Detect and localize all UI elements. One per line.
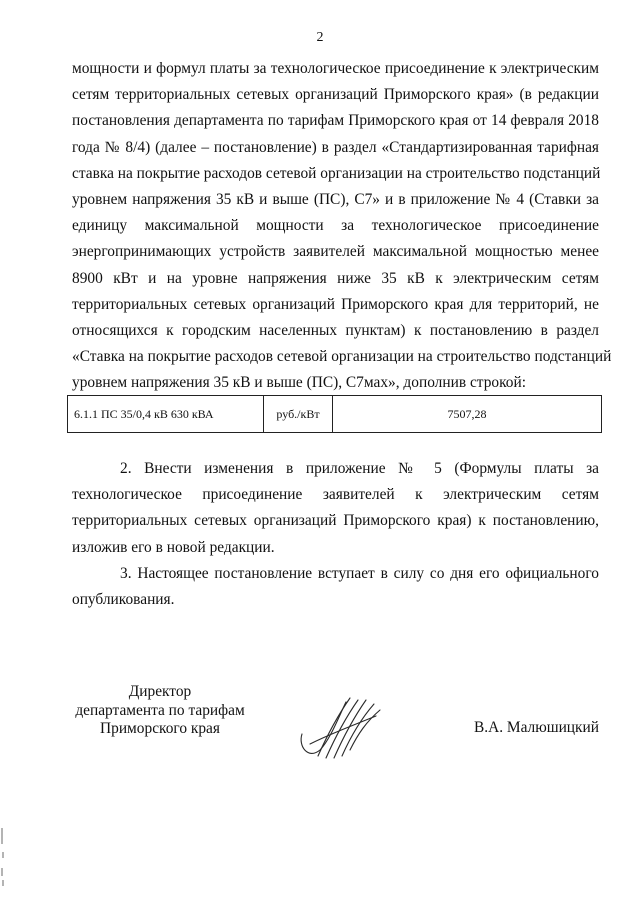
signatory-title-line: Директор xyxy=(128,683,192,700)
signatory-title-line: департамента по тарифам xyxy=(75,701,245,719)
paragraph-line: уровнем напряжения 35 кВ и выше (ПС), С7» и в приложение № 4 (Ставки за xyxy=(72,191,599,209)
paragraph-line: постановления департамента по тарифам Приморского края от 14 февраля 2018 xyxy=(72,112,599,130)
paragraph-line: территориальных сетевых организаций Приморского края для территорий, не xyxy=(72,295,599,313)
paragraph-line: относящихся к городским населенных пунктам) к постановлению в раздел xyxy=(72,322,599,340)
tariff-table xyxy=(67,395,602,433)
paragraph-item-2 xyxy=(72,456,599,561)
handwritten-signature xyxy=(296,694,382,764)
paragraph-line: «Ставка на покрытие расходов сетевой организации на строительство подстанций xyxy=(72,348,612,366)
table-row xyxy=(68,396,602,433)
paragraph-line: мощности и формул платы за технологическое присоединение к электрическим xyxy=(72,60,599,77)
paragraph-line: технологическое присоединение заявителей к электрическим сетям xyxy=(72,486,599,504)
margin-mark xyxy=(1,828,5,886)
paragraph-line: ставка на покрытие расходов сетевой организации на строительство подстанций xyxy=(72,164,601,182)
table-cell-name: 6.1.1 ПС 35/0,4 кВ 630 кВА xyxy=(68,396,264,433)
paragraph-line: единицу максимальной мощности за технологическое присоединение xyxy=(72,217,599,235)
paragraph-line: 3. Настоящее постановление вступает в силу со дня его официального xyxy=(120,565,599,582)
paragraph-line: опубликования. xyxy=(72,591,175,609)
paragraph-item-3 xyxy=(72,561,599,613)
paragraph-line: года № 8/4) (далее – постановление) в раздел «Стандартизированная тарифная xyxy=(72,138,599,156)
paragraph-line: 8900 кВт и на уровне напряжения ниже 35 кВ к электрическим сетям xyxy=(72,269,599,287)
paragraph-line: 2. Внести изменения в приложение № 5 (Формулы платы за xyxy=(120,460,599,477)
paragraph-line: изложив его в новой редакции. xyxy=(72,538,275,556)
signatory-name: В.А. Малюшицкий xyxy=(473,719,599,736)
paragraph-amendment-intro xyxy=(72,56,612,397)
signatory-title-line: Приморского края xyxy=(100,720,220,737)
page-number: 2 xyxy=(316,30,324,45)
paragraph-line: уровнем напряжения 35 кВ и выше (ПС), С7мах», дополнив строкой: xyxy=(72,374,526,392)
paragraph-line: территориальных сетевых организаций Приморского края) к постановлению, xyxy=(72,512,599,530)
signatory-title xyxy=(60,683,260,739)
paragraph-line: энергопринимающих устройств заявителей максимальной мощностью менее xyxy=(72,243,599,261)
paragraph-line: сетям территориальных сетевых организаций Приморского края» (в редакции xyxy=(72,86,599,104)
table-cell-unit: руб./кВт xyxy=(264,396,333,433)
table-cell-value: 7507,28 xyxy=(333,396,602,433)
